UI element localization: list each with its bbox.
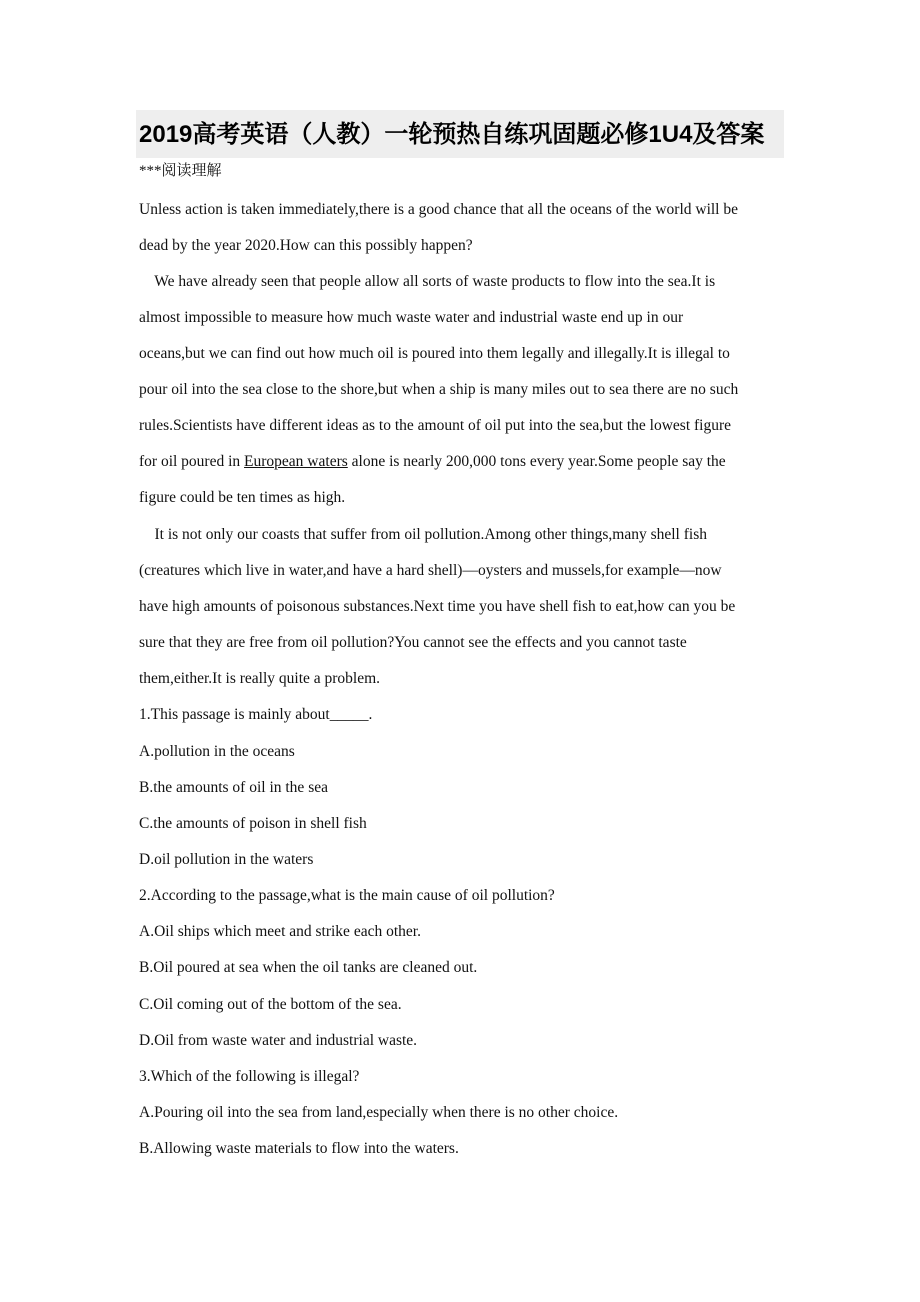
passage-line: pour oil into the sea close to the shore,but when a ship is many miles out to sea there are no such: [139, 381, 739, 398]
passage-line: dead by the year 2020.How can this possibly happen?: [139, 237, 473, 254]
passage-line: have high amounts of poisonous substances.Next time you have shell fish to eat,how can you be: [139, 598, 736, 615]
document-title: 2019高考英语（人教）一轮预热自练巩固题必修1U4及答案: [139, 121, 765, 148]
answer-option: D.oil pollution in the waters: [139, 851, 314, 868]
passage-line: sure that they are free from oil pollution?You cannot see the effects and you cannot taste: [139, 634, 687, 651]
answer-option: A.pollution in the oceans: [139, 743, 295, 760]
passage-line: them,either.It is really quite a problem.: [139, 670, 381, 687]
passage-text: for oil poured in: [139, 453, 245, 470]
passage-line: almost impossible to measure how much waste water and industrial waste end up in our: [139, 309, 684, 326]
answer-option: A.Pouring oil into the sea from land,especially when there is no other choice.: [139, 1104, 619, 1121]
passage-line: Unless action is taken immediately,there is a good chance that all the oceans of the world will be: [139, 201, 738, 218]
answer-option: D.Oil from waste water and industrial waste.: [139, 1032, 418, 1049]
passage-line: It is not only our coasts that suffer from oil pollution.Among other things,many shell fish: [139, 526, 707, 543]
answer-option: A.Oil ships which meet and strike each other.: [139, 923, 421, 940]
answer-option: C.the amounts of poison in shell fish: [139, 815, 367, 832]
passage-line: [139, 451, 726, 473]
section-label: ***阅读理解: [139, 163, 222, 179]
passage-line: oceans,but we can find out how much oil is poured into them legally and illegally.It is illegal to: [139, 345, 730, 362]
answer-option: B.Allowing waste materials to flow into the waters.: [139, 1140, 459, 1157]
passage-line: (creatures which live in water,and have a hard shell)—oysters and mussels,for example—now: [139, 562, 722, 579]
passage-text: alone is nearly 200,000 tons every year.Some people say the: [347, 453, 726, 470]
passage-line: We have already seen that people allow all sorts of waste products to flow into the sea.It is: [139, 273, 716, 290]
question-stem: 2.According to the passage,what is the main cause of oil pollution?: [139, 887, 555, 904]
passage-line: figure could be ten times as high.: [139, 489, 346, 506]
passage-line: rules.Scientists have different ideas as to the amount of oil put into the sea,but the lowest figure: [139, 417, 732, 434]
answer-option: B.Oil poured at sea when the oil tanks are cleaned out.: [139, 959, 478, 976]
answer-option: C.Oil coming out of the bottom of the sea.: [139, 996, 402, 1013]
underlined-term: European waters: [244, 453, 348, 470]
question-stem: 3.Which of the following is illegal?: [139, 1068, 360, 1085]
answer-option: B.the amounts of oil in the sea: [139, 779, 328, 796]
question-stem: 1.This passage is mainly about_____.: [139, 706, 373, 723]
